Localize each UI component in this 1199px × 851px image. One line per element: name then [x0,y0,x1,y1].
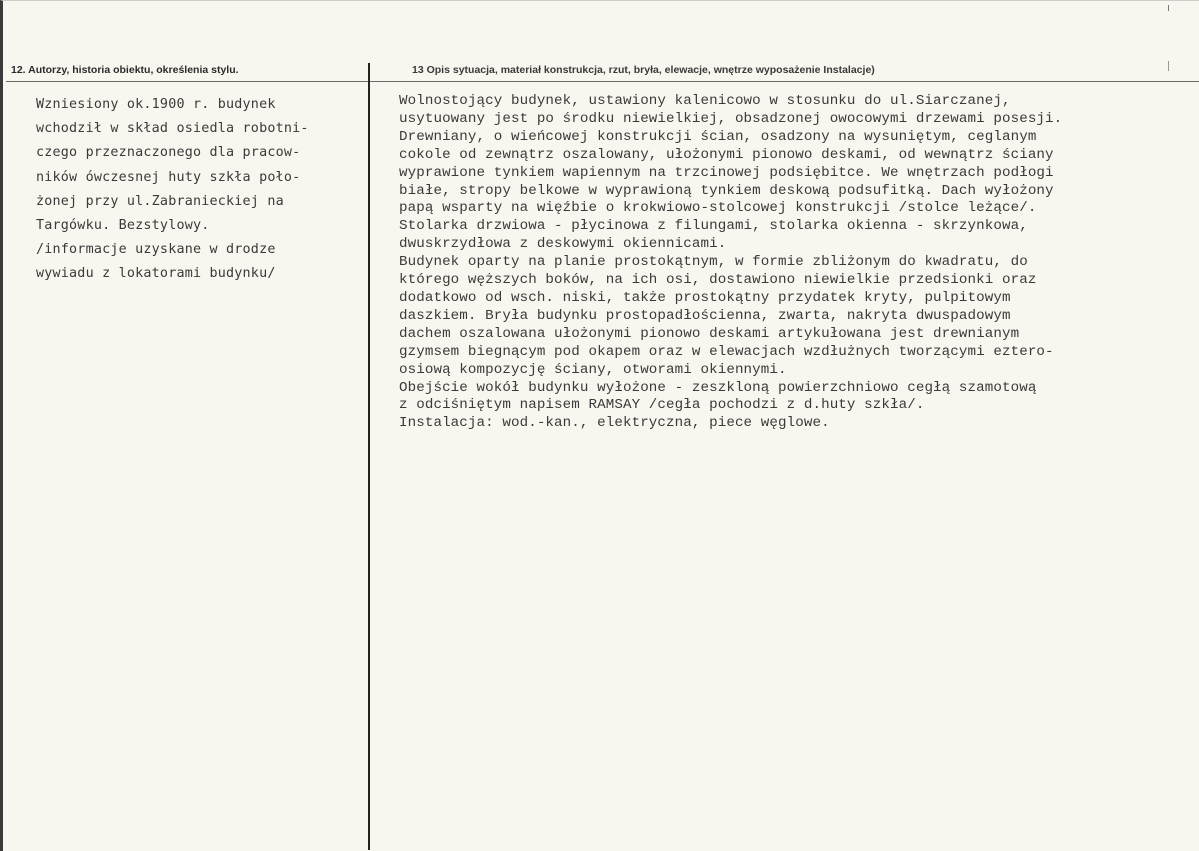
text-line: Wzniesiony ok.1900 r. budynek [36,97,276,112]
column-divider [368,63,370,850]
text-line: gzymsem biegnącym pod okapem oraz w elewacjach wzdłużnych tworzącymi eztero- [399,343,1054,360]
text-line: Instalacja: wod.-kan., elektryczna, piece węglowe. [399,415,830,432]
text-line: wywiadu z lokatorami budynku/ [36,266,276,282]
text-line: ników ówczesnej huty szkła poło- [36,169,301,185]
header-tick [1168,61,1169,71]
text-line: /informacje uzyskane w drodze [36,242,276,258]
section-12-body [36,93,366,287]
text-line: wyprawione tynkiem wapiennym na trzcinowej podsiębitce. We wnętrzach podłogi [399,164,1054,181]
text-line: Wolnostojący budynek, ustawiony kalenicowo w stosunku do ul.Siarczanej, [399,93,1011,109]
text-line: Drewniany, o wieńcowej konstrukcji ścian, osadzony na wysuniętym, ceglanym [399,128,1037,145]
text-line: cokole od zewnątrz oszalowany, ułożonymi pionowo deskami, od wewnątrz ściany [399,146,1054,163]
text-line: usytuowany jest po środku niewielkiej, obsadzonej owocowymi drzewami posesji. [399,110,1063,127]
text-line: osiową kompozycję ściany, otworami okiennymi. [399,361,787,378]
text-line: dodatkowo od wsch. niski, także prostokątny przydatek kryty, pulpitowym [399,289,1011,306]
text-line: papą wsparty na więźbie o krokwiowo-stolcowej konstrukcji /stolce leżące/. [399,200,1037,217]
text-line: dwuskrzydłowa z deskowymi okiennicami. [399,236,727,253]
section-12-heading: 12. Autorzy, historia obiektu, określenia stylu. [11,64,239,76]
text-line: Targówku. Bezstylowy. [36,218,210,234]
text-line: dachem oszalowana ułożonymi pionowo deskami artykułowana jest drewnianym [399,325,1020,342]
text-line: Budynek oparty na planie prostokątnym, w formie zbliżonym do kwadratu, do [399,254,1028,271]
header-rule [6,81,1199,82]
text-line: białe, stropy belkowe w wyprawioną tynkiem deskową podsufitką. Dach wyłożony [399,182,1054,199]
corner-tick [1168,5,1169,11]
text-line: czego przeznaczonego dla pracow- [36,145,301,161]
text-line: żonej przy ul.Zabranieckiej na [36,193,284,209]
section-13-body [399,93,1189,433]
section-13-heading: 13 Opis sytuacja, materiał konstrukcja, rzut, bryła, elewacje, wnętrze wyposażenie Instalacje) [412,64,875,76]
text-line: Stolarka drzwiowa - płycinowa z filungami, stolarka okienna - skrzynkowa, [399,218,1028,235]
text-line: daszkiem. Bryła budynku prostopadłościenna, zwarta, nakryta dwuspadowym [399,307,1011,324]
text-line: którego węższych boków, na ich osi, dostawiono niewielkie przedsionki oraz [399,272,1037,289]
text-line: wchodził w skład osiedla robotni- [36,121,309,137]
text-line: Obejście wokół budynku wyłożone - zeszkloną powierzchniowo cegłą szamotową [399,379,1037,396]
text-line: z odciśniętym napisem RAMSAY /cegła pochodzi z d.huty szkła/. [399,397,925,414]
